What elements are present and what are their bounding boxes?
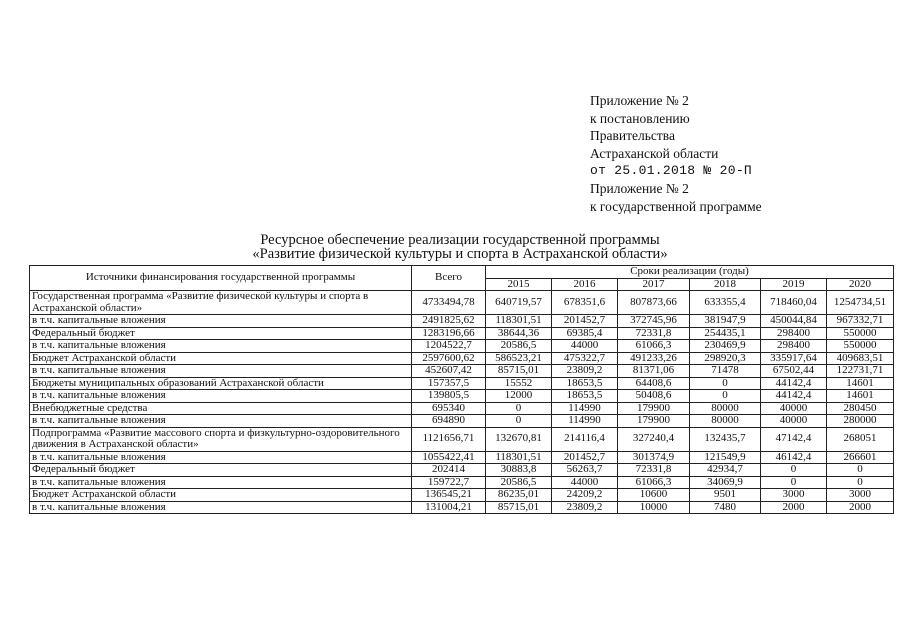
row-year-value: 280450 — [827, 402, 894, 415]
row-year-value: 10000 — [618, 501, 690, 514]
table-row — [30, 390, 894, 403]
row-year-value: 44000 — [552, 340, 618, 353]
row-year-value: 42934,7 — [690, 464, 761, 477]
row-year-value: 18653,5 — [552, 390, 618, 403]
row-year-value: 301374,9 — [618, 451, 690, 464]
appendix-block — [590, 92, 762, 215]
row-year-value: 0 — [690, 377, 761, 390]
row-year-value: 718460,04 — [761, 291, 827, 315]
header-year: 2017 — [618, 278, 690, 291]
row-source: в т.ч. капитальные вложения — [30, 365, 412, 378]
row-year-value: 12000 — [486, 390, 552, 403]
row-year-value: 69385,4 — [552, 327, 618, 340]
row-year-value: 450044,84 — [761, 315, 827, 328]
row-year-value: 298920,3 — [690, 352, 761, 365]
row-source: в т.ч. капитальные вложения — [30, 390, 412, 403]
row-year-value: 1254734,51 — [827, 291, 894, 315]
row-year-value: 86235,01 — [486, 489, 552, 502]
table-row — [30, 365, 894, 378]
row-year-value: 118301,51 — [486, 315, 552, 328]
row-source: в т.ч. капитальные вложения — [30, 451, 412, 464]
row-year-value: 280000 — [827, 415, 894, 428]
appendix-line: Приложение № 2 — [590, 180, 689, 196]
appendix-line: к постановлению — [590, 110, 690, 126]
row-year-value: 298400 — [761, 327, 827, 340]
appendix-line: Астраханской области — [590, 145, 719, 161]
row-year-value: 50408,6 — [618, 390, 690, 403]
row-year-value: 80000 — [690, 415, 761, 428]
row-year-value: 491233,26 — [618, 352, 690, 365]
table-body — [30, 291, 894, 514]
row-year-value: 201452,7 — [552, 451, 618, 464]
row-year-value: 56263,7 — [552, 464, 618, 477]
table-row — [30, 377, 894, 390]
row-source: Подпрограмма «Развитие массового спорта и физкультурно-оздоровительного движения в Астраханской области» — [30, 427, 412, 451]
row-total: 131004,21 — [412, 501, 486, 514]
header-year: 2020 — [827, 278, 894, 291]
row-year-value: 550000 — [827, 327, 894, 340]
header-year: 2018 — [690, 278, 761, 291]
row-year-value: 14601 — [827, 377, 894, 390]
row-year-value: 372745,96 — [618, 315, 690, 328]
row-year-value: 475322,7 — [552, 352, 618, 365]
row-year-value: 201452,7 — [552, 315, 618, 328]
row-year-value: 327240,4 — [618, 427, 690, 451]
row-year-value: 633355,4 — [690, 291, 761, 315]
row-total: 1283196,66 — [412, 327, 486, 340]
table-row — [30, 415, 894, 428]
row-source: Бюджет Астраханской области — [30, 352, 412, 365]
row-source: в т.ч. капитальные вложения — [30, 415, 412, 428]
row-total: 202414 — [412, 464, 486, 477]
row-year-value: 20586,5 — [486, 340, 552, 353]
table-row — [30, 489, 894, 502]
row-year-value: 46142,4 — [761, 451, 827, 464]
row-year-value: 14601 — [827, 390, 894, 403]
row-year-value: 114990 — [552, 415, 618, 428]
row-year-value: 586523,21 — [486, 352, 552, 365]
table-row — [30, 315, 894, 328]
row-year-value: 3000 — [827, 489, 894, 502]
header-year: 2015 — [486, 278, 552, 291]
header-period: Сроки реализации (годы) — [486, 266, 894, 279]
row-year-value: 807873,66 — [618, 291, 690, 315]
row-year-value: 61066,3 — [618, 476, 690, 489]
row-year-value: 0 — [827, 476, 894, 489]
row-year-value: 179900 — [618, 415, 690, 428]
row-year-value: 335917,64 — [761, 352, 827, 365]
row-year-value: 0 — [827, 464, 894, 477]
row-source: Бюджет Астраханской области — [30, 489, 412, 502]
row-total: 1055422,41 — [412, 451, 486, 464]
row-year-value: 230469,9 — [690, 340, 761, 353]
row-year-value: 23809,2 — [552, 365, 618, 378]
row-total: 159722,7 — [412, 476, 486, 489]
row-year-value: 38644,36 — [486, 327, 552, 340]
row-year-value: 10600 — [618, 489, 690, 502]
row-source: в т.ч. капитальные вложения — [30, 501, 412, 514]
row-total: 157357,5 — [412, 377, 486, 390]
row-total: 695340 — [412, 402, 486, 415]
row-year-value: 268051 — [827, 427, 894, 451]
table-row — [30, 451, 894, 464]
row-total: 1204522,7 — [412, 340, 486, 353]
row-year-value: 18653,5 — [552, 377, 618, 390]
row-year-value: 40000 — [761, 402, 827, 415]
row-year-value: 179900 — [618, 402, 690, 415]
row-source: Бюджеты муниципальных образований Астраханской области — [30, 377, 412, 390]
row-year-value: 61066,3 — [618, 340, 690, 353]
row-source: Федеральный бюджет — [30, 464, 412, 477]
row-year-value: 214116,4 — [552, 427, 618, 451]
row-year-value: 34069,9 — [690, 476, 761, 489]
header-year: 2019 — [761, 278, 827, 291]
table-row — [30, 427, 894, 451]
row-year-value: 118301,51 — [486, 451, 552, 464]
row-year-value: 132670,81 — [486, 427, 552, 451]
row-year-value: 0 — [690, 390, 761, 403]
row-year-value: 2000 — [761, 501, 827, 514]
row-total: 4733494,78 — [412, 291, 486, 315]
row-year-value: 0 — [761, 476, 827, 489]
row-total: 694890 — [412, 415, 486, 428]
table-header — [30, 266, 894, 291]
row-source: Государственная программа «Развитие физической культуры и спорта в Астраханской области» — [30, 291, 412, 315]
row-year-value: 44142,4 — [761, 377, 827, 390]
row-year-value: 44000 — [552, 476, 618, 489]
header-year: 2016 — [552, 278, 618, 291]
row-year-value: 266601 — [827, 451, 894, 464]
header-total: Всего — [412, 266, 486, 291]
row-year-value: 40000 — [761, 415, 827, 428]
table-row — [30, 352, 894, 365]
row-year-value: 678351,6 — [552, 291, 618, 315]
row-year-value: 23809,2 — [552, 501, 618, 514]
table-row — [30, 501, 894, 514]
row-year-value: 132435,7 — [690, 427, 761, 451]
row-year-value: 30883,8 — [486, 464, 552, 477]
row-year-value: 0 — [486, 402, 552, 415]
row-year-value: 81371,06 — [618, 365, 690, 378]
table-row — [30, 476, 894, 489]
resource-table — [29, 265, 894, 514]
row-year-value: 9501 — [690, 489, 761, 502]
row-year-value: 121549,9 — [690, 451, 761, 464]
row-year-value: 409683,51 — [827, 352, 894, 365]
row-year-value: 7480 — [690, 501, 761, 514]
row-source: в т.ч. капитальные вложения — [30, 315, 412, 328]
appendix-line: к государственной программе — [590, 198, 762, 214]
row-year-value: 0 — [486, 415, 552, 428]
table-row — [30, 327, 894, 340]
row-total: 139805,5 — [412, 390, 486, 403]
table-row — [30, 402, 894, 415]
row-year-value: 298400 — [761, 340, 827, 353]
row-year-value: 67502,44 — [761, 365, 827, 378]
document-title: Ресурсное обеспечение реализации государственной программы — [260, 232, 660, 248]
row-year-value: 122731,71 — [827, 365, 894, 378]
row-total: 452607,42 — [412, 365, 486, 378]
row-year-value: 47142,4 — [761, 427, 827, 451]
appendix-date-line: от 25.01.2018 № 20-П — [590, 163, 753, 179]
row-year-value: 550000 — [827, 340, 894, 353]
row-year-value: 80000 — [690, 402, 761, 415]
row-year-value: 640719,57 — [486, 291, 552, 315]
row-year-value: 72331,8 — [618, 327, 690, 340]
table-row — [30, 464, 894, 477]
row-source: Внебюджетные средства — [30, 402, 412, 415]
row-year-value: 85715,01 — [486, 501, 552, 514]
row-year-value: 114990 — [552, 402, 618, 415]
header-source: Источники финансирования государственной программы — [30, 266, 412, 291]
row-source: в т.ч. капитальные вложения — [30, 476, 412, 489]
row-total: 2491825,62 — [412, 315, 486, 328]
row-year-value: 254435,1 — [690, 327, 761, 340]
row-year-value: 64408,6 — [618, 377, 690, 390]
row-source: в т.ч. капитальные вложения — [30, 340, 412, 353]
row-year-value: 71478 — [690, 365, 761, 378]
row-year-value: 24209,2 — [552, 489, 618, 502]
row-total: 136545,21 — [412, 489, 486, 502]
table-row — [30, 340, 894, 353]
row-year-value: 15552 — [486, 377, 552, 390]
table-row — [30, 291, 894, 315]
row-year-value: 2000 — [827, 501, 894, 514]
row-total: 1121656,71 — [412, 427, 486, 451]
row-year-value: 72331,8 — [618, 464, 690, 477]
row-year-value: 3000 — [761, 489, 827, 502]
row-source: Федеральный бюджет — [30, 327, 412, 340]
row-year-value: 967332,71 — [827, 315, 894, 328]
row-total: 2597600,62 — [412, 352, 486, 365]
row-year-value: 20586,5 — [486, 476, 552, 489]
row-year-value: 0 — [761, 464, 827, 477]
appendix-line: Приложение № 2 — [590, 93, 689, 108]
appendix-line: Правительства — [590, 128, 675, 144]
row-year-value: 381947,9 — [690, 315, 761, 328]
row-year-value: 85715,01 — [486, 365, 552, 378]
row-year-value: 44142,4 — [761, 390, 827, 403]
document-subtitle: «Развитие физической культуры и спорта в Астраханской области» — [252, 246, 668, 262]
